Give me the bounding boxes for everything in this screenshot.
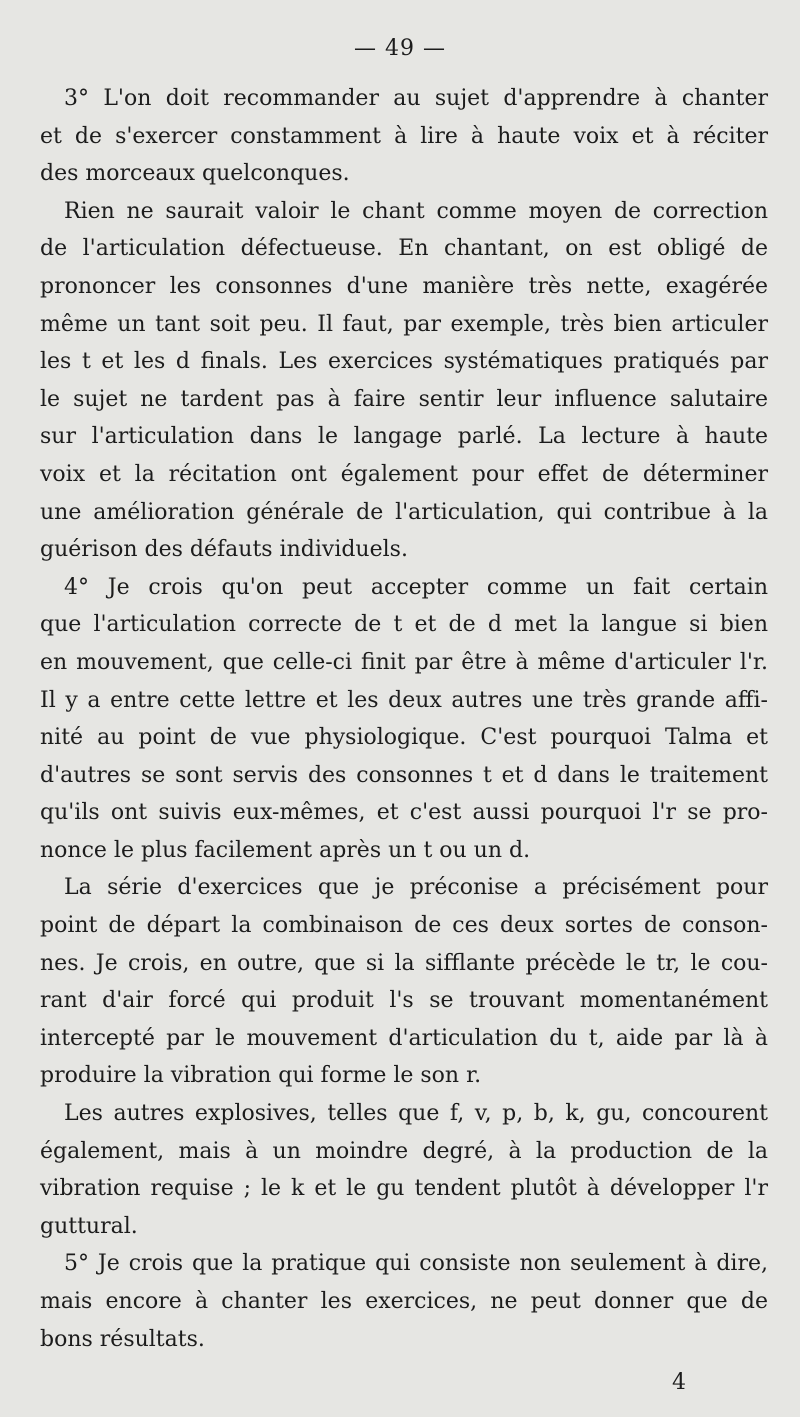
text-line: sur l'articulation dans le langage parlé. La lecture à haute [40, 424, 768, 450]
text-line: nes. Je crois, en outre, que si la sifflante précède le tr, le cou- [40, 950, 768, 976]
signature-mark: 4 [672, 1370, 686, 1395]
text-line: les t et les d finals. Les exercices systématiques pratiqués par [40, 349, 768, 375]
text-line: bons résultats. [40, 1326, 205, 1352]
text-line: Il y a entre cette lettre et les deux autres une très grande affi- [40, 687, 768, 713]
page-number: — 49 — [354, 36, 446, 61]
paragraph [40, 193, 768, 569]
text-line: vibration requise ; le k et le gu tendent plutôt à développer l'r [40, 1176, 768, 1202]
text-line: que l'articulation correcte de t et de d met la langue si bien [40, 612, 768, 638]
text-line: Rien ne saurait valoir le chant comme moyen de correction [64, 198, 768, 224]
text-line: des morceaux quelconques. [40, 161, 350, 187]
text-line: mais encore à chanter les exercices, ne peut donner que de [40, 1289, 768, 1314]
text-line: le sujet ne tardent pas à faire sentir leur influence salutaire [40, 386, 768, 412]
text-line: prononcer les consonnes d'une manière très nette, exagérée [40, 273, 768, 299]
paragraph [40, 869, 768, 1095]
text-line: une amélioration générale de l'articulation, qui contribue à la [40, 499, 768, 525]
text-line: qu'ils ont suivis eux-mêmes, et c'est aussi pourquoi l'r se pro- [40, 800, 768, 826]
text-line: d'autres se sont servis des consonnes t et d dans le traitement [40, 762, 768, 788]
text-line: produire la vibration qui forme le son r. [40, 1063, 482, 1089]
text-line: guttural. [40, 1213, 138, 1239]
text-line: point de départ la combinaison de ces deux sortes de conson- [40, 913, 768, 939]
paragraph [40, 1095, 768, 1245]
text-line: rant d'air forcé qui produit l's se trouvant momentanément [40, 988, 768, 1014]
text-line: 3° L'on doit recommander au sujet d'apprendre à chanter [64, 86, 768, 111]
text-line: guérison des défauts individuels. [40, 537, 408, 563]
text-line: également, mais à un moindre degré, à la production de la [40, 1138, 768, 1164]
text-line: même un tant soit peu. Il faut, par exemple, très bien articuler [40, 311, 768, 337]
paragraph [40, 80, 768, 193]
text-line: en mouvement, que celle-ci finit par être à même d'articuler l'r. [40, 649, 768, 675]
text-line: intercepté par le mouvement d'articulation du t, aide par là à [40, 1025, 768, 1051]
text-line: voix et la récitation ont également pour effet de déterminer [40, 461, 768, 487]
text-line: et de s'exercer constamment à lire à haute voix et à réciter [40, 123, 768, 149]
text-line: 4° Je crois qu'on peut accepter comme un fait certain [64, 574, 768, 600]
paragraph [40, 569, 768, 870]
page-body [40, 80, 768, 1358]
text-line: 5° Je crois que la pratique qui consiste non seulement à dire, [64, 1251, 768, 1277]
text-line: de l'articulation défectueuse. En chantant, on est obligé de [40, 236, 768, 262]
text-line: nonce le plus facilement après un t ou un d. [40, 837, 531, 863]
text-line: La série d'exercices que je préconise a précisément pour [64, 875, 768, 901]
paragraph [40, 1245, 768, 1358]
text-line: nité au point de vue physiologique. C'est pourquoi Talma et [40, 725, 768, 751]
text-line: Les autres explosives, telles que f, v, p, b, k, gu, concourent [64, 1101, 768, 1127]
